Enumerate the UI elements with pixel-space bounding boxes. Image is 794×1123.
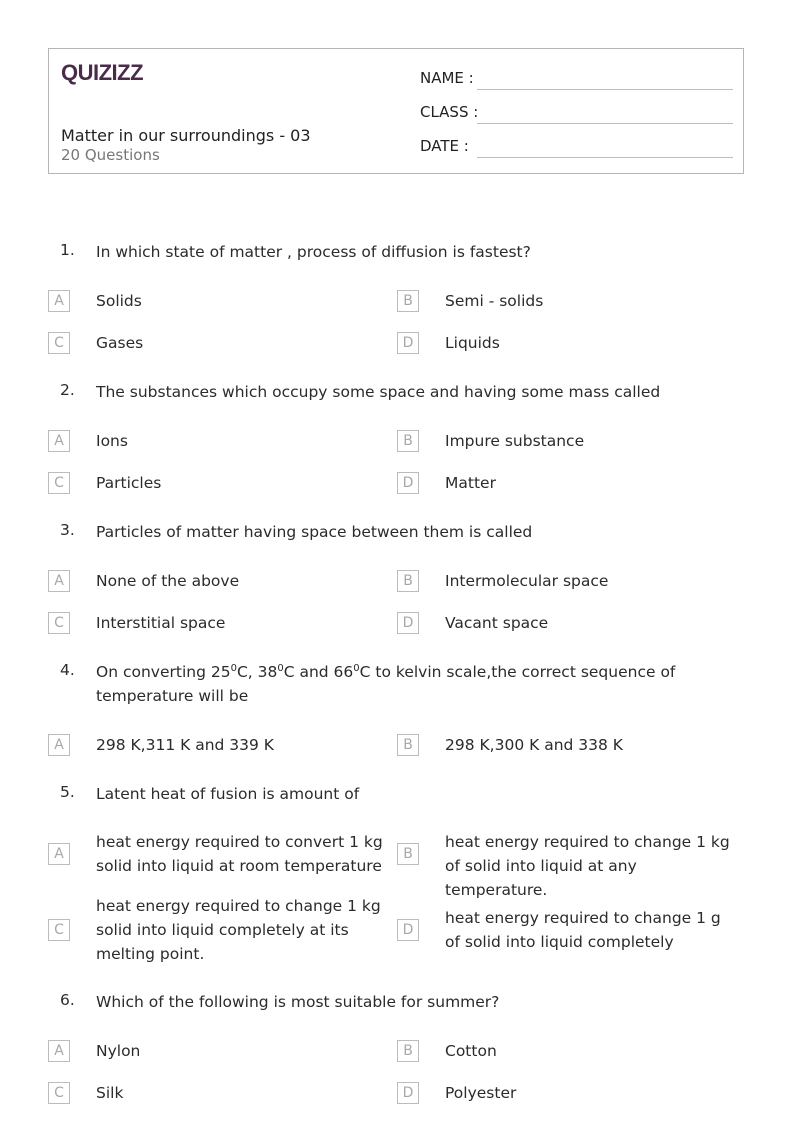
svg-text:QUIZIZZ: QUIZIZZ — [61, 60, 144, 85]
option-d-text: Matter — [445, 474, 496, 492]
option-d-box[interactable]: D — [397, 472, 419, 494]
question-number: 1. — [60, 241, 75, 259]
option-c-text: Interstitial space — [96, 614, 226, 632]
option-b-box[interactable]: B — [397, 430, 419, 452]
option-c-text: heat energy required to change 1 kg solid into liquid completely at its melting point. — [96, 897, 381, 963]
question-text: Latent heat of fusion is amount of — [96, 785, 360, 803]
question-text: On converting $25^0C$, $38^0C$ and $66^0C$ to kelvin scale,the correct sequence of temperature will be — [96, 662, 676, 705]
quizizz-logo — [61, 59, 153, 87]
option-d-box[interactable]: D — [397, 612, 419, 634]
option-a-text: 298 K,311 K and 339 K — [96, 736, 274, 754]
question-number: 2. — [60, 381, 75, 399]
option-a-box[interactable]: A — [48, 570, 70, 592]
option-b-box[interactable]: B — [397, 843, 419, 865]
option-c-box[interactable]: C — [48, 1082, 70, 1104]
option-a-box[interactable]: A — [48, 430, 70, 452]
option-d-box[interactable]: D — [397, 919, 419, 941]
option-c-box[interactable]: C — [48, 472, 70, 494]
option-a-text: heat energy required to convert 1 kg solid into liquid at room temperature — [96, 833, 383, 875]
worksheet-title: Matter in our surroundings - 03 — [61, 126, 311, 145]
question-number: 4. — [60, 661, 75, 679]
option-a-box[interactable]: A — [48, 290, 70, 312]
option-a-box[interactable]: A — [48, 734, 70, 756]
question-number: 3. — [60, 521, 75, 539]
option-c-text: Particles — [96, 474, 162, 492]
option-a-text: Nylon — [96, 1042, 141, 1060]
option-b-box[interactable]: B — [397, 570, 419, 592]
option-d-text: Liquids — [445, 334, 500, 352]
option-c-box[interactable]: C — [48, 919, 70, 941]
option-a-box[interactable]: A — [48, 843, 70, 865]
question-text: Which of the following is most suitable for summer? — [96, 993, 500, 1011]
option-b-text: Intermolecular space — [445, 572, 609, 590]
option-b-box[interactable]: B — [397, 1040, 419, 1062]
date-label: DATE : — [420, 137, 469, 155]
option-b-text: heat energy required to change 1 kg of solid into liquid at any temperature. — [445, 833, 730, 899]
option-b-text: Semi - solids — [445, 292, 544, 310]
question-text: Particles of matter having space between them is called — [96, 523, 533, 541]
date-line[interactable] — [477, 157, 733, 158]
question-text: In which state of matter , process of diffusion is fastest? — [96, 243, 531, 261]
option-d-text: heat energy required to change 1 g of solid into liquid completely — [445, 909, 721, 951]
option-c-box[interactable]: C — [48, 332, 70, 354]
option-d-box[interactable]: D — [397, 332, 419, 354]
question-count: 20 Questions — [61, 146, 160, 164]
option-a-box[interactable]: A — [48, 1040, 70, 1062]
option-d-text: Polyester — [445, 1084, 517, 1102]
class-line[interactable] — [477, 123, 733, 124]
option-c-box[interactable]: C — [48, 612, 70, 634]
option-b-text: Impure substance — [445, 432, 585, 450]
question-number: 6. — [60, 991, 75, 1009]
option-a-text: None of the above — [96, 572, 240, 590]
option-b-text: Cotton — [445, 1042, 497, 1060]
option-a-text: Ions — [96, 432, 128, 450]
question-number: 5. — [60, 783, 75, 801]
option-b-box[interactable]: B — [397, 290, 419, 312]
worksheet-header — [48, 48, 744, 174]
option-b-text: 298 K,300 K and 338 K — [445, 736, 623, 754]
option-c-text: Gases — [96, 334, 144, 352]
option-d-text: Vacant space — [445, 614, 549, 632]
quizizz-logo-mark — [61, 59, 153, 87]
name-label: NAME : — [420, 69, 474, 87]
option-a-text: Solids — [96, 292, 142, 310]
name-line[interactable] — [477, 89, 733, 90]
option-b-box[interactable]: B — [397, 734, 419, 756]
option-d-box[interactable]: D — [397, 1082, 419, 1104]
option-c-text: Silk — [96, 1084, 124, 1102]
class-label: CLASS : — [420, 103, 479, 121]
question-text: The substances which occupy some space and having some mass called — [96, 383, 661, 401]
